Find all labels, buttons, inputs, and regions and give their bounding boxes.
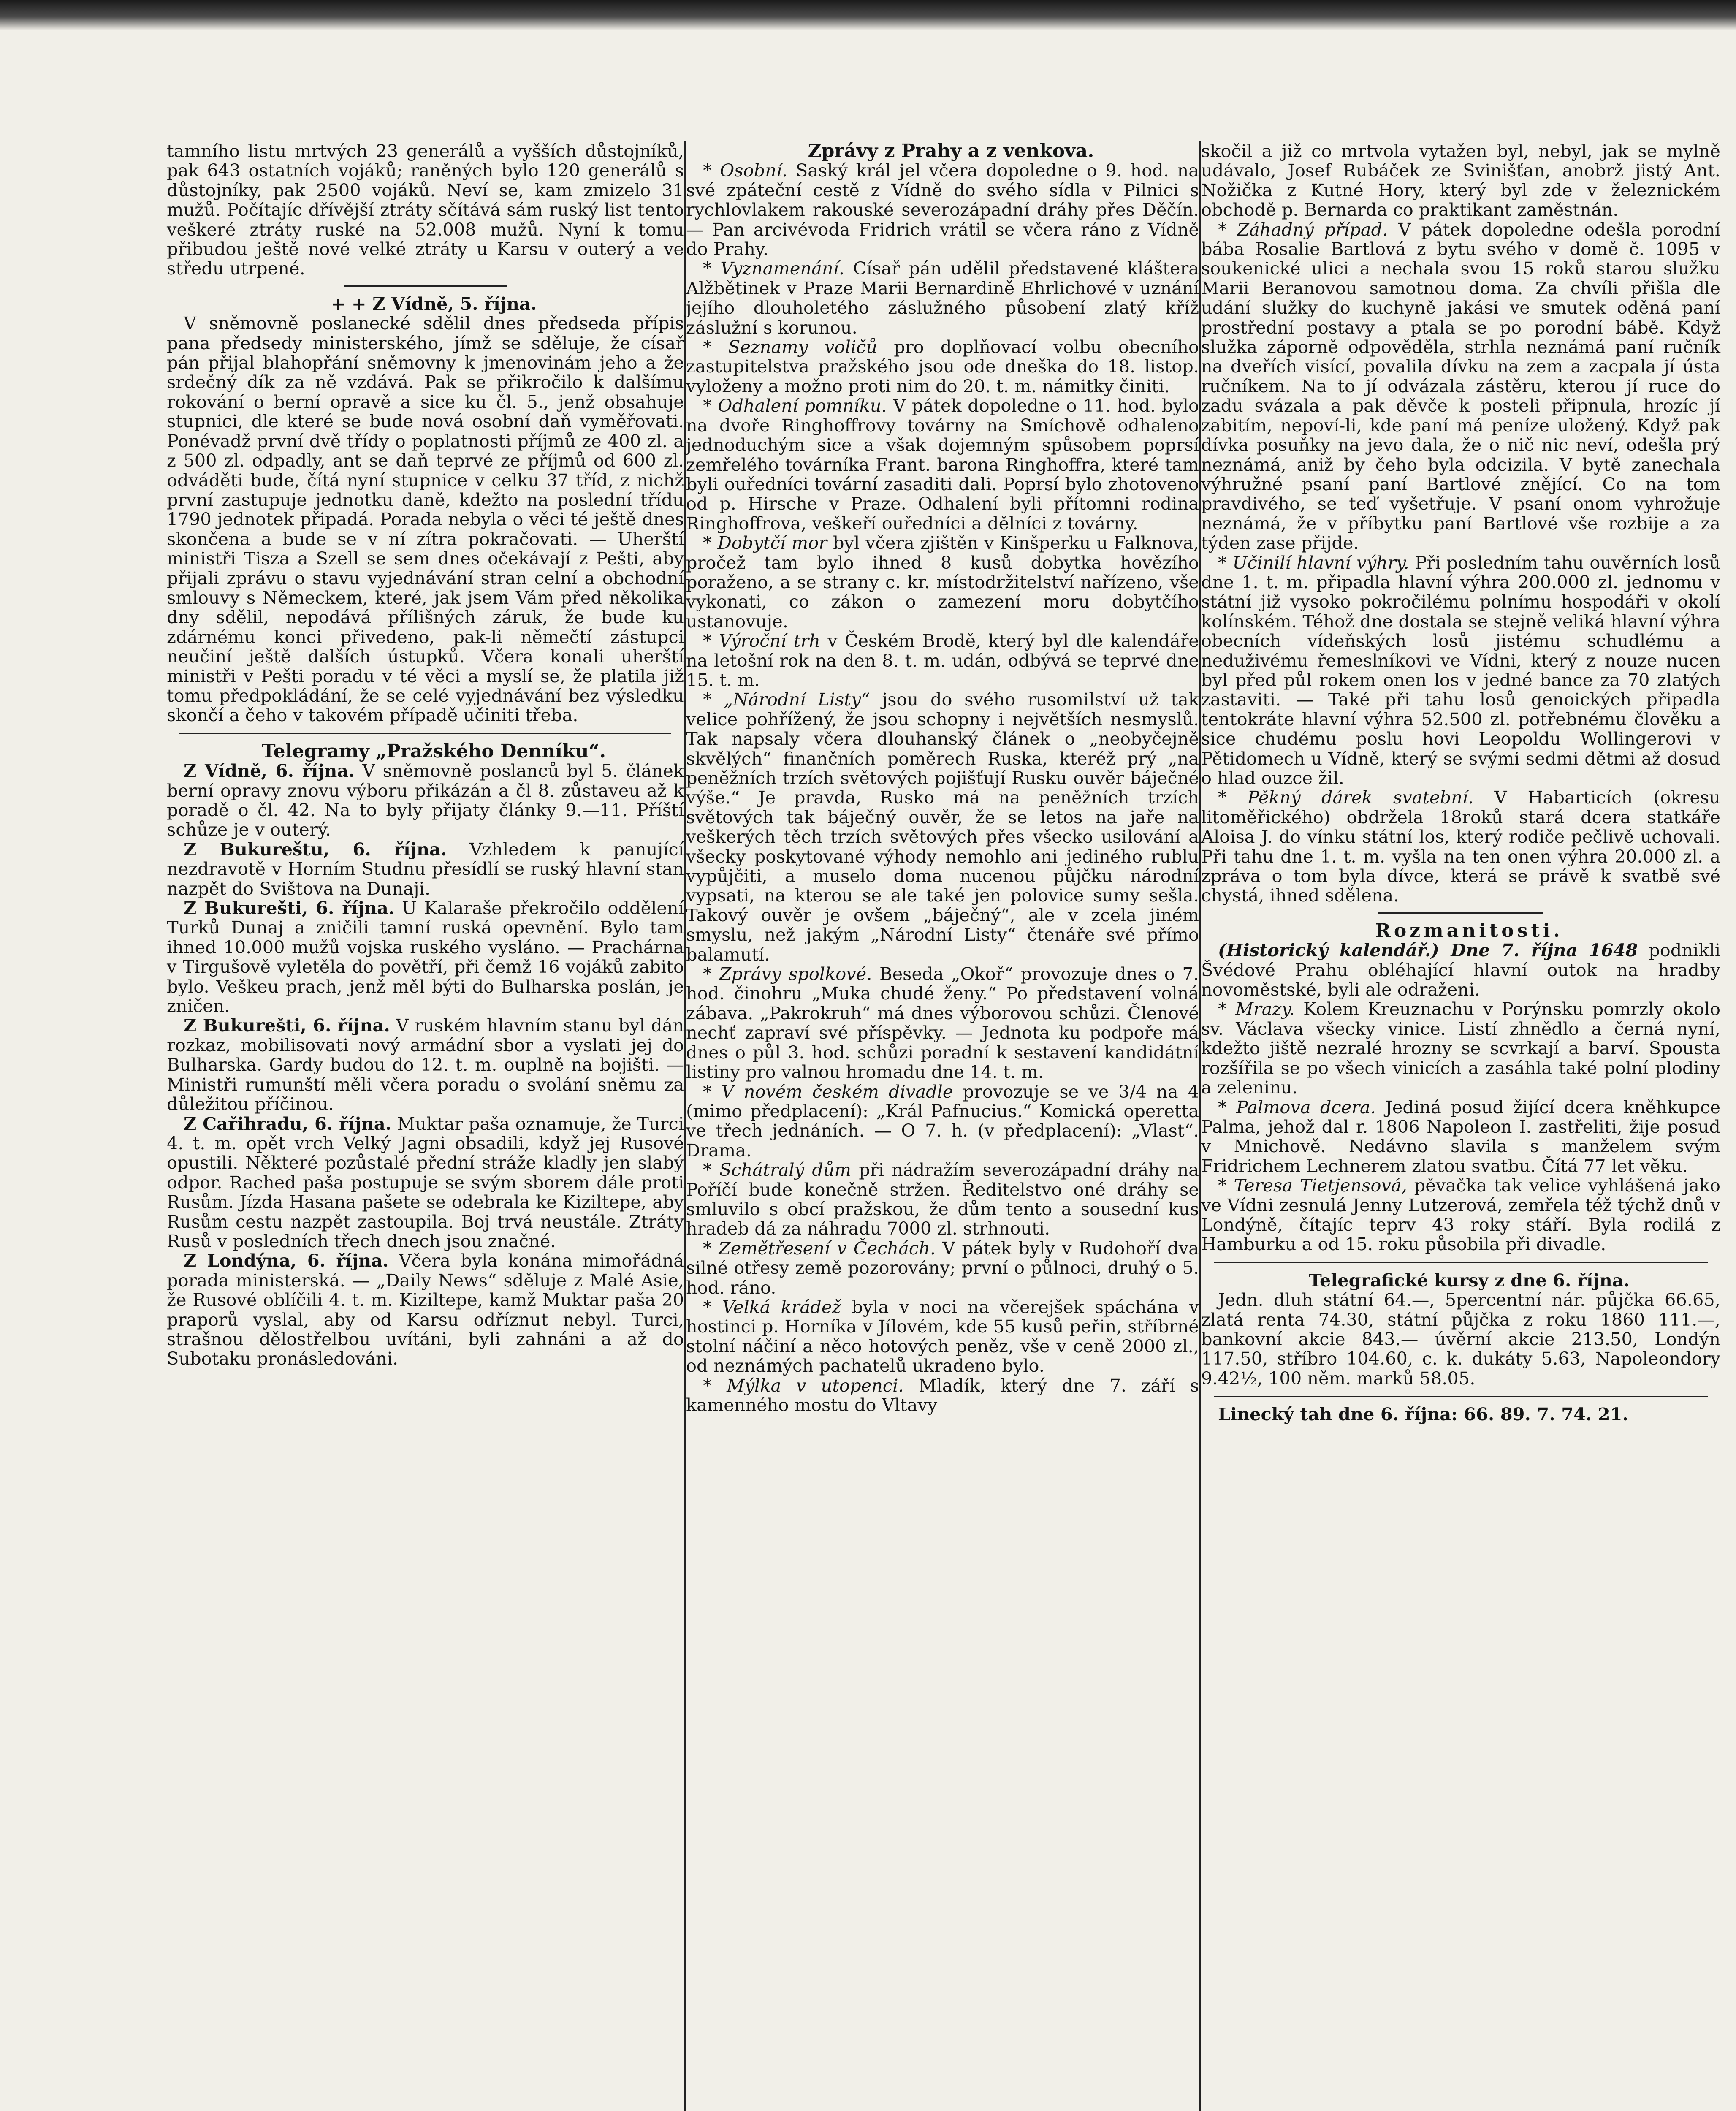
lottery-line: Linecký tah dne 6. října: 66. 89. 7. 74. 21. — [1218, 1404, 1628, 1425]
telegram-heading: Telegramy „Pražského Denníku“. — [261, 740, 606, 762]
kursy-heading: Telegrafické kursy z dne 6. října. — [1308, 1270, 1630, 1291]
divider — [179, 733, 671, 734]
telegram-item: Z Bukurešti, 6. října. V ruském hlavním stanu byl dán rozkaz, mobilisovati nový armádní sbor a vyslati jej do Bulharska. Gardy budou do 12. t. m. ouplně na bojišti. — Ministři rumunští měli včera poradu o svolání sněmu za důležitou příčinou. — [167, 1015, 684, 1115]
divider — [1214, 1396, 1708, 1397]
news-item: * Dobytčí mor byl včera zjištěn v Kinšperku u Falknova, pročež tam bylo ihned 8 kusů dobytka hovězího poraženo, a se strany c. kr. místodržitelství nařízeno, vše vykonati, co zákon o zamezení moru dobytčího ustanovuje. — [686, 532, 1199, 632]
news-item: * Mýlka v utopenci. Mladík, který dne 7. září s kamenného mostu do Vltavy — [686, 1375, 1199, 1415]
column-3 — [1201, 141, 1720, 1425]
telegram-item: Z Cařihradu, 6. října. Muktar paša oznamuje, že Turci 4. t. m. opět vrch Velký Jagni obsadili, když jej Rusové opustili. Některé pozůstalé přední stráže kladly jen slabý odpor. Rached paša postupuje se svým sborem dále proti Rusům. Jízda Hasana pašete se odebrala ke Kiziltepe, aby Rusům cestu nazpět zastoupila. Boj trvá neustále. Ztráty Rusů v posledních třech dnech jsou značné. — [167, 1113, 684, 1251]
misc-item: * Mrazy. Kolem Kreuznachu v Porýnsku pomrzly okolo sv. Václava všecky vinice. Listí zhnědlo a černá nyní, kdežto jiště nezralé hrozny se scvrkají a barví. Spousta rozšířila se po všech vinicích a zasáhla také polní plodiny a zeleninu. — [1201, 999, 1721, 1098]
divider — [1214, 1262, 1708, 1263]
news-item: * Zprávy spolkové. Beseda „Okoř“ provozuje dnes o 7. hod. činohru „Muka chudé ženy.“ Po představení volná zábava. „Pakrokruh“ má dnes výborovou schůzi. Členové nechť zapraví své příspěvky. — Jednota ku podpoře má dnes o půl 3. hod. schůzi poradní k sestavení kandidátní listiny pro valnou hromadu dne 14. t. m. — [686, 963, 1199, 1083]
news-item: * Osobní. Saský král jel včera dopoledne o 9. hod. na své zpáteční cestě z Vídně do svého sídla v Pilnici s rychlovlakem rakouské severozápadní dráhy přes Děčín. — Pan arcivévoda Fridrich vrátil se včera ráno z Vídně do Prahy. — [686, 160, 1199, 260]
misc-item: * Teresa Tietjensová, pěvačka tak velice vyhlášená jako ve Vídni zesnulá Jenny Lutzerová, zemřela též týchž dnů v Londýně, čítajíc teprv 43 roky stáří. Byla rodilá z Hamburku a od 15. roku působila při divadle. — [1201, 1175, 1720, 1255]
news-item: * Velká krádež byla v noci na včerejšek spáchána v hostinci p. Horníka v Jílovém, kde 55 kusů peřin, stříbrné stolní náčiní a něco hotových peněz, vše v ceně 2000 zl., od neznámých pachatelů ukradeno bylo. — [686, 1296, 1199, 1376]
news-item: * Schátralý dům při nádražím severozápadní dráhy na Poříčí bude konečně stržen. Ředitelstvo oné dráhy se smluvilo s obcí pražskou, že dům tento a sousední kus hradeb dá za náhradu 7000 zl. strhnouti. — [686, 1159, 1199, 1239]
news-item: * Odhalení pomníku. V pátek dopoledne o 11. hod. bylo na dvoře Ringhoffrovy továrny na Smíchově odhaleno jednoduchým sice a však dojemným spůsobem poprsí zemřelého továrníka Frant. barona Ringhoffra, které tam byli ouředníci tovární zasaditi dali. Poprsí bylo zhotoveno od p. Hirsche v Praze. Odhalení byli přítomni rodina Ringhoffrova, veškeří ouředníci a dělníci z továrny. — [686, 395, 1199, 534]
divider — [1378, 912, 1543, 914]
telegram-item: Z Bukureštu, 6. října. Vzhledem k panující nezdravotě v Horním Studnu přesídlí se ruský hlavní stan nazpět do Svištova na Dunaji. — [167, 838, 684, 899]
vienna-report: V sněmovně poslanecké sdělil dnes předseda přípis pana předsedy ministerského, jímž se sděluje, že císař pán přijal blahopřání sněmovny k jmenovinám jeho a že srdečný dík za ně vzdává. Pak se přikročilo k dalšímu rokování o berní opravě a sice ku čl. 5., jenž obsahuje stupnici, dle které se bude nová osobní daň vyměřovati. Ponévadž první dvě třídy o poplatnosti příjmů ze 400 zl. a z 500 zl. odpadly, ant se daň teprvé ze příjmů od 600 zl. odváděti bude, čítá nyní stupnice v celku 37 tříd, z nichž první zastupuje jednotku daně, kdežto na poslední třídu 1790 jednotek připadá. Porada nebyla o věci té ještě dnes skončena a bude se v ní zítra pokračovati. — Uherští ministři Tisza a Szell se sem dnes očekávají z Pešti, aby přijali zprávu o stavu vyjednávání stran celní a obchodní smlouvy s Německem, které, jak jsem Vám před několika dny sdělil, nepodává přílišných záruk, že bude ku zdárnému konci přivedeno, pak-li němečtí zástupci neučiní ještě dalších ústupků. Včera konali uherští ministři v Pešti poradu v té věci a myslí se, že platila již tomu předpokládání, že se celé vyjednávání bez výsledku skončí a čeho v takovém případě učiniti třeba. — [167, 313, 684, 726]
news-item: * Vyznamenání. Císař pán udělil představené kláštera Alžbětinek v Praze Marii Bernardině Ehrlichové v uznání jejího dlouholetého záslužného působení zlatý kříž záslužní s korunou. — [686, 258, 1199, 338]
vienna-dateline: + + Z Vídně, 5. října. — [331, 293, 537, 314]
column-1 — [167, 141, 684, 1369]
news-item: * Zemětřesení v Čechách. V pátek byly v Rudohoří dva silné otřesy země pozorovány; první o půlnoci, druhý o 5. hod. ráno. — [686, 1237, 1199, 1298]
news-heading: Zprávy z Prahy a z venkova. — [808, 140, 1094, 162]
misc-item: * Palmova dcera. Jediná posud žijící dcera kněhkupce Palma, jehož dal r. 1806 Napoleon I. zastřeliti, žije posud v Mnichově. Nedávno slavila s manželem svým Fridrichem Lechnerem zlatou svatbu. Čítá 77 let věku. — [1201, 1096, 1720, 1176]
telegram-item: Z Londýna, 6. října. Včera byla konána mimořádná porada ministerská. — „Daily News“ sděluje z Malé Asie, že Rusové oblíčili 4. t. m. Kiziltepe, kamž Muktar paša 20 praporů vyslal, aby od Karsu odříznut nebyl. Turci, strašnou dělostřelbou uvítáni, byli zahnáni a až do Subotaku pronásledováni. — [167, 1250, 684, 1369]
telegram-item: Z Vídně, 6. října. V sněmovně poslanců byl 5. článek berní opravy znovu výboru přikázán a čl 8. zůstaveu až k poradě o čl. 42. Na to byly přijaty články 9.—11. Příští schůze je v outerý. — [167, 760, 684, 840]
news-item: * Záhadný případ. V pátek dopoledne odešla porodní bába Rosalie Bartlová z bytu svého v domě č. 1095 v soukenické ulici a nechala svou 15 roků starou služku Marii Beranovou samotnou doma. Za chvíli přišla dle udání služky do kuchyně jakási ve smutek oděná paní prostřední postavy a ptala se po porodní bábě. Když služka záporně odpověděla, strhla neznámá paní ručník na dveřích visící, povalila dívku na zem a zacpala jí ústa ručníkem. Na to jí odvázala zástěru, kterou jí ruce do zadu svázala a pak děvče k posteli připnula, hrozíc jí zabitím, nepoví-li, kde paní má peníze uložený. Když pak dívka posuňky na jevo dala, že o nič nic neví, odešla prý neznámá, aniž by čeho byla odcizila. V bytě zanechala výhružné psaní paní Bartlové znějící. Co na tom pravdivého, se teď vyšetřuje. V psaní onom vyhrožuje neznámá, že v příbytku paní Bartlové vše rozbije a za týden zase přijde. — [1201, 219, 1720, 554]
column-2 — [686, 141, 1199, 1415]
news-item: * Učinilí hlavní výhry. Při posledním tahu ouvěrních losů dne 1. t. m. připadla hlavní výhra 200.000 zl. jednomu v státní již vysoko pokročilému polnímu hospodáři v okolí kolínském. Téhož dne dostala se stejně veliká hlavní výhra obecních vídeňských losů jistému schudlému a neduživému řemeslníkovi ve Vídni, který z nouze nucen byl před půl rokem onen los v jedné bance za 70 zlatých zastaviti. — Také při tahu losů genoických připadla tentokráte hlavní výhra 52.500 zl. potřebnému člověku a sice chudému poslu hovi Leopoldu Wollingerovi v Pětidomech u Vídně, který se svými sedmi dětmi až dosud o hlad ouzce žil. — [1201, 552, 1720, 788]
news-item: * Pěkný dárek svatební. V Habarticích (okresu litoměřického) obdržela 18roků stará dcera statkáře Aloisa J. do vínku státní los, který rodiče pečlivě uchovali. Při tahu dne 1. t. m. vyšla na ten onen výhra 20.000 zl. a zpráva o tom byla dívce, která se právě k svatbě své chystá, ihned sdělena. — [1201, 787, 1720, 906]
news-item: * Výroční trh v Českém Brodě, který byl dle kalendáře na letošní rok na den 8. t. m. udán, odbývá se teprvé dne 15. t. m. — [686, 630, 1199, 690]
column-rule — [1199, 141, 1201, 2111]
misc-item: (Historický kalendář.) Dne 7. října 1648 podnikli Švédové Prahu obléhající hlavní outok na hradby novoměstské, byli ale odraženi. — [1201, 940, 1720, 1000]
scan-top-shadow — [0, 0, 1736, 30]
news-item: * „Národní Listy“ jsou do svého rusomilství už tak velice pohřížený, že jsou schopny i největších nesmyslů. Tak napsaly včera dlouhanský článek o „neobyčejně skvělých“ finančních poměrech Ruska, kteréž prý „na peněžních trzích světových pojišťují Rusku ouvěr báječné výše.“ Je pravda, Rusko má na peněžních trzích světových tak báječný ouvěr, že se letos na jaře na veškerých těch trzích světových přes všecko usilování a všecky poskytované výhody nemohlo ani jediného rublu vypůjčiti, a muselo doma nucenou půjčku národní vypsati, na kterou se ale také jen polovice sumy sešla. Takový ouvěr je ovšem „báječný“, ale v zcela jiném smyslu, než jakým „Národní Listy“ čtenáře své přímo balamutí. — [686, 689, 1199, 965]
rozmanitosti-heading: Rozmanitosti. — [1375, 920, 1563, 942]
column-rule — [684, 141, 686, 2111]
news-item: * V novém českém divadle provozuje se ve 3/4 na 4 (mimo předplacení): „Král Pafnucius.“ Komická operetta ve třech jednáních. — O 7. h. (v předplacení): „Vlast“. Drama. — [686, 1081, 1199, 1161]
telegram-item: Z Bukurešti, 6. října. U Kalaraše překročilo oddělení Turků Dunaj a zničili tamní ruská opevnění. Bylo tam ihned 10.000 mužů vojska ruského vysláno. — Prachárna v Tirgušově vyletěla do povětří, při čemž 16 vojáků zabito bylo. Veškeu prach, jenž měl býti do Bulharska poslán, je zničen. — [167, 898, 684, 1017]
intro-paragraph: tamního listu mrtvých 23 generálů a vyšších důstojníků, pak 643 ostatních vojáků; raněných bylo 120 generálů s důstojníky, pak 2500 vojáků. Neví se, kam zmizelo 31 mužů. Počítajíc dřívější ztráty sčítává sám ruský list tento veškeré ztráty ruské na 52.008 mužů. Nyní k tomu přibudou ještě nové velké ztráty u Karsu v outerý a ve středu utrpené. — [167, 141, 684, 279]
divider — [344, 285, 507, 287]
news-item: * Seznamy voličů pro doplňovací volbu obecního zastupitelstva pražského jsou ode dneška do 18. listop. vyloženy a možno proti nim do 20. t. m. námitky činiti. — [686, 336, 1199, 396]
kursy-text: Jedn. dluh státní 64.—, 5percentní nár. půjčka 66.65, zlatá renta 74.30, státní půjčka z roku 1860 111.—, bankovní akcie 843.— úvěrní akcie 213.50, Londýn 117.50, stříbro 104.60, c. k. dukáty 5.63, Napoleondory 9.42½, 100 něm. marků 58.05. — [1201, 1289, 1720, 1389]
continued-paragraph: skočil a již co mrtvola vytažen byl, nebyl, jak se mylně udávalo, Josef Rubáček ze Svinišťan, anobrž jistý Ant. Nožička z Kutné Hory, který byl zde v železnickém obchodě p. Bernarda co praktikant zaměstnán. — [1201, 141, 1720, 220]
